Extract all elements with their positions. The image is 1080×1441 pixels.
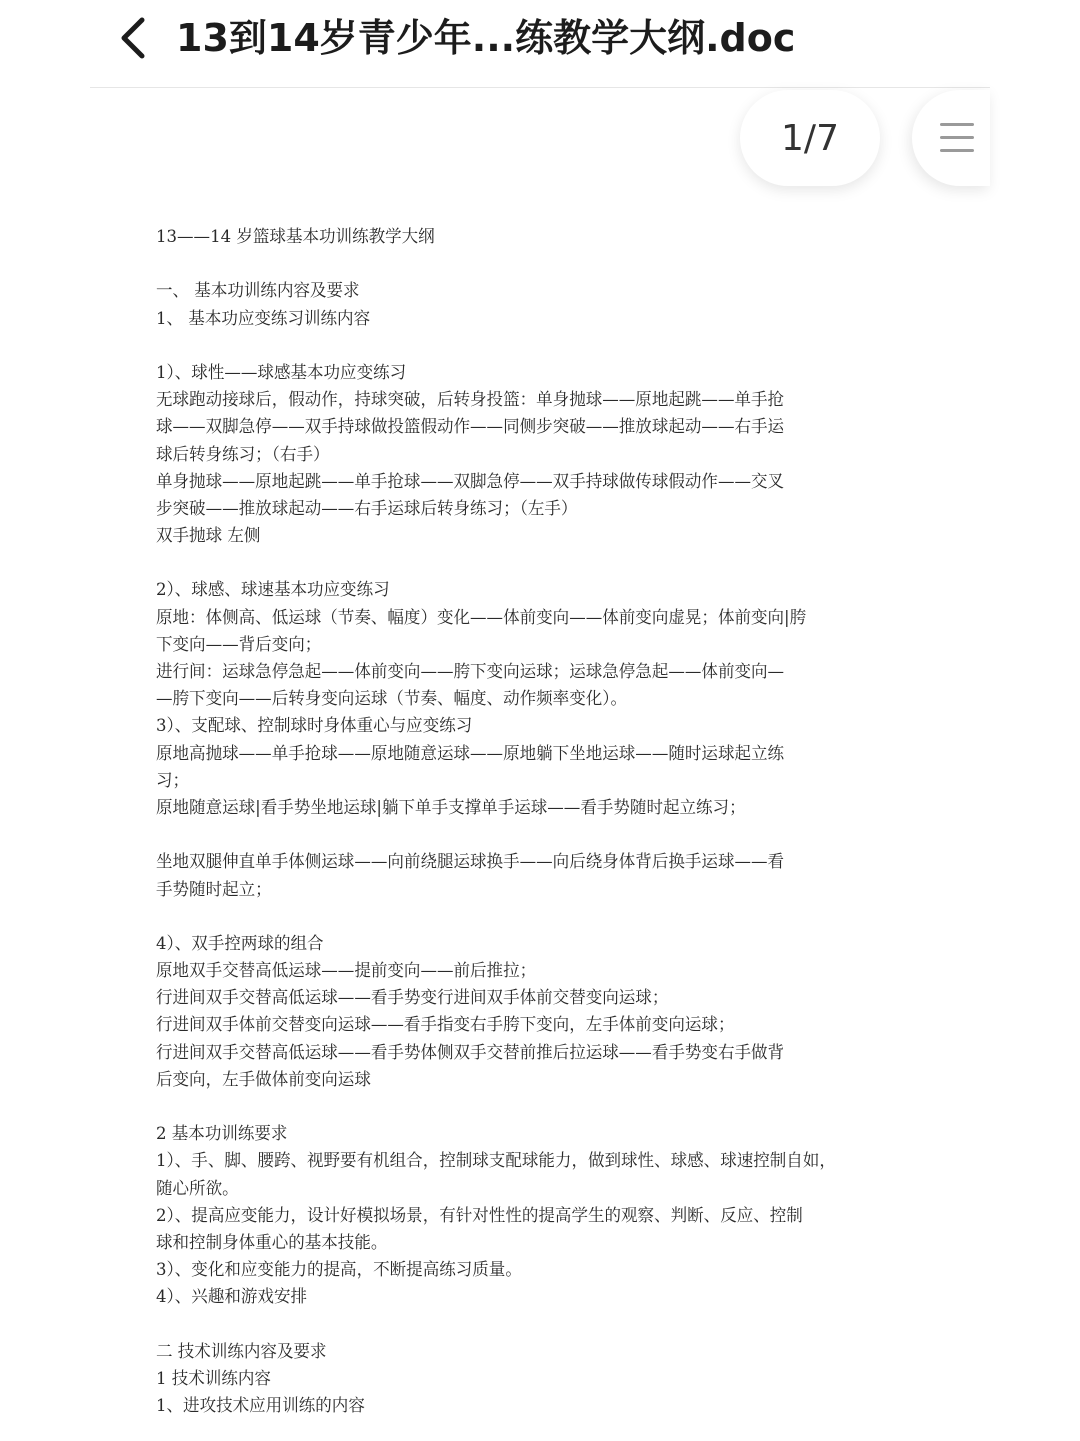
blank-line [156,1094,876,1121]
document-line: 4）、双手控两球的组合 [156,933,324,954]
document-line: 2 基本功训练要求 [156,1124,288,1145]
document-line: 1）、球性——球感基本功应变练习 [156,362,407,383]
document-line: 双手抛球 左侧 [156,526,261,547]
document-line: 球——双脚急停——双手持球做投篮假动作——同侧步突破——推放球起动——右手运 [156,417,785,438]
document-page [156,224,876,1420]
document-line: 1、 基本功应变练习训练内容 [156,308,371,329]
document-line: 步突破——推放球起动——右手运球后转身练习；（左手） [156,498,578,519]
document-line: 原地高抛球——单手抢球——原地随意运球——原地躺下坐地运球——随时运球起立练 [156,743,785,764]
document-line: 习； [156,770,190,791]
document-line: 球后转身练习；（右手） [156,444,330,465]
blank-line [156,251,876,278]
blank-line [156,1312,876,1339]
document-line: 二 技术训练内容及要求 [156,1341,327,1362]
menu-button[interactable] [912,90,990,186]
document-line: 进行间：运球急停急起——体前变向——胯下变向运球；运球急停急起——体前变向— [156,662,785,682]
document-line: 手势随时起立； [156,879,272,900]
page-indicator: 1/7 [740,90,880,186]
document-line: 2）、球感、球速基本功应变练习 [156,580,390,601]
document-title: 13到14岁青少年...练教学大纲.doc [176,16,796,60]
document-line: 行进间双手交替高低运球——看手势体侧双手交替前推后拉运球——看手势变右手做背 [156,1042,785,1063]
blank-line [156,550,876,577]
document-line: 原地随意运球|看手势坐地运球|躺下单手支撑单手运球——看手势随时起立练习； [156,797,746,818]
document-line: 3）、支配球、控制球时身体重心与应变练习 [156,716,473,737]
document-line: 1）、手、脚、腰跨、视野要有机组合，控制球支配球能力，做到球性、球感、球速控制自如， [156,1151,836,1172]
document-line: 随心所欲。 [156,1178,239,1199]
document-line: 行进间双手交替高低运球——看手势变行进间双手体前交替变向运球； [156,988,669,1009]
header-divider [90,87,990,88]
document-line: 单身抛球——原地起跳——单手抢球——双脚急停——双手持球做传球假动作——交叉 [156,471,785,492]
blank-line [156,822,876,849]
document-line: 行进间双手体前交替变向运球——看手指变右手胯下变向，左手体前变向运球； [156,1015,735,1036]
document-line: 无球跑动接球后，假动作，持球突破，后转身投篮：单身抛球——原地起跳——单手抢 [156,390,785,411]
top-bar [0,0,1080,88]
document-line: 4）、兴趣和游戏安排 [156,1287,308,1308]
chevron-left-icon [112,12,160,64]
document-line: 3）、变化和应变能力的提高，不断提高练习质量。 [156,1260,522,1281]
document-line: 1 技术训练内容 [156,1368,271,1389]
document-line: —胯下变向——后转身变向运球（节奏、幅度、动作频率变化）。 [156,689,628,710]
document-line: 2）、提高应变能力，设计好模拟场景，有针对性性的提高学生的观察、判断、反应、控制 [156,1205,803,1226]
document-line: 原地：体侧高、低运球（节奏、幅度）变化——体前变向——体前变向虚晃；体前变向|胯 [156,607,807,628]
document-line: 球和控制身体重心的基本技能。 [156,1232,388,1253]
document-line: 一、 基本功训练内容及要求 [156,281,360,302]
document-line: 下变向——背后变向； [156,634,322,655]
document-line: 1、进攻技术应用训练的内容 [156,1396,365,1417]
document-line: 后变向，左手做体前变向运球 [156,1069,371,1090]
blank-line [156,333,876,360]
document-line: 坐地双腿伸直单手体侧运球——向前绕腿运球换手——向后绕身体背后换手运球——看 [156,852,785,873]
document-line: 原地双手交替高低运球——提前变向——前后推拉； [156,961,537,982]
back-button[interactable] [112,12,160,64]
blank-line [156,904,876,931]
document-line: 13——14 岁篮球基本功训练教学大纲 [156,227,435,247]
